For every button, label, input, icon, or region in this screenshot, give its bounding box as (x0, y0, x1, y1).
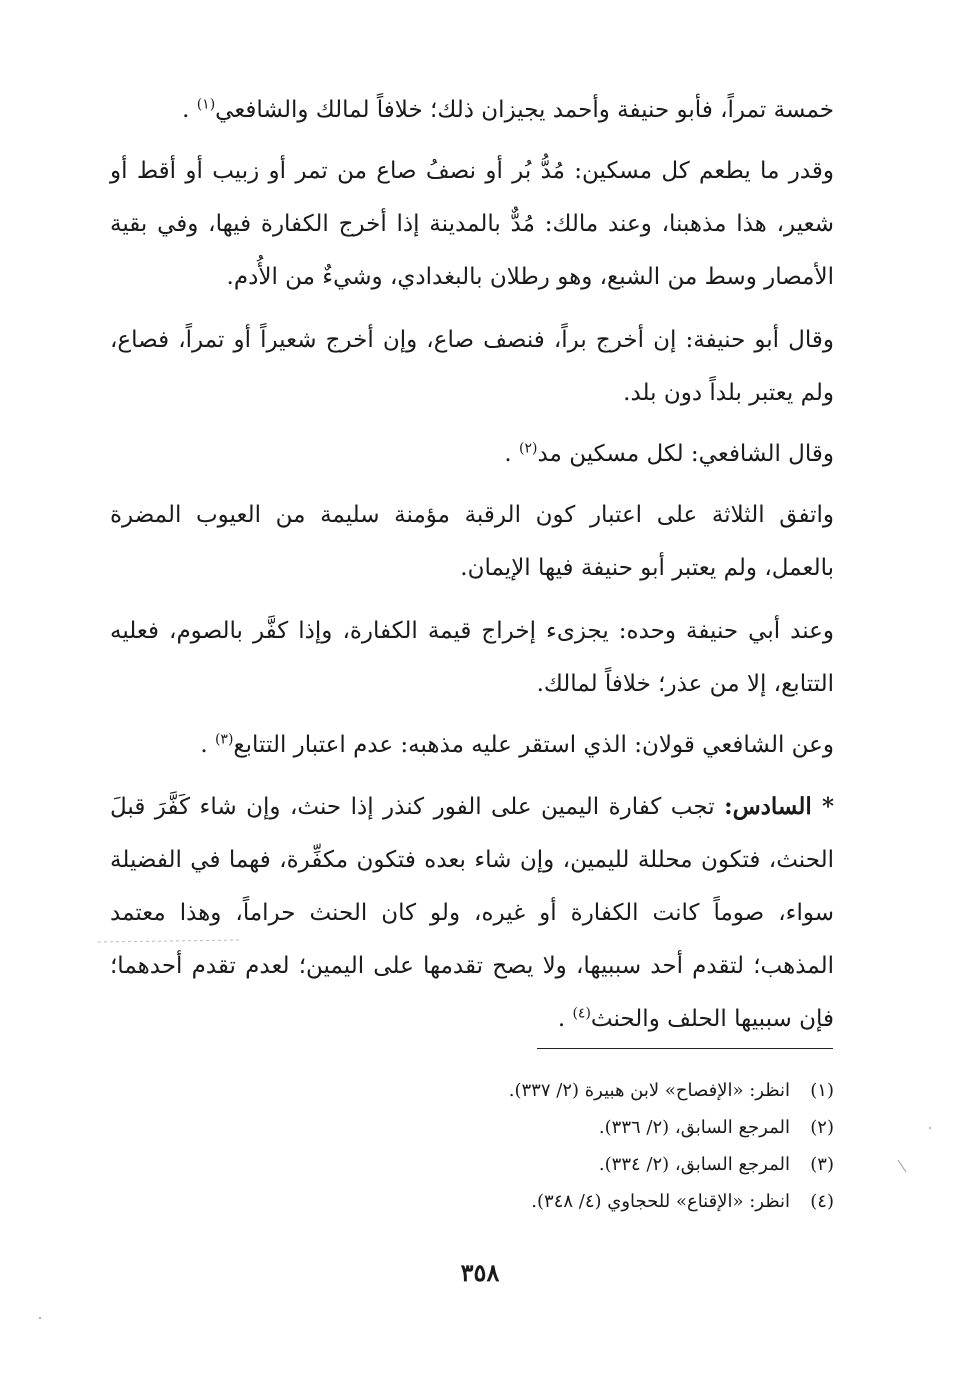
footnote-ref-2[interactable]: (٢) (519, 440, 538, 457)
footnote-item (420, 1183, 834, 1220)
paragraph-text: خمسة تمراً، فأبو حنيفة وأحمد يجيزان ذلك؛ خلافاً لمالك والشافعي (215, 97, 834, 123)
paragraph-8 (110, 780, 834, 1046)
footnote-divider (537, 1048, 833, 1049)
paragraph-6 (110, 605, 834, 711)
paragraph-text: وعن الشافعي قولان: الذي استقر عليه مذهبه: عدم اعتبار التتابع (233, 732, 834, 758)
footnotes (420, 1072, 834, 1220)
paragraph-end: . (557, 1006, 566, 1032)
footnote-ref-4[interactable]: (٤) (572, 1005, 591, 1022)
paragraph-1 (110, 84, 834, 137)
footnote-item (420, 1146, 834, 1183)
section-lead: * السادس: (724, 793, 834, 820)
paragraph-end: . (504, 441, 512, 467)
paragraph-text: وقال أبو حنيفة: إن أخرج براً، فنصف صاع، وإن أخرج شعيراً أو تمراً، فصاع، ولم يعتبر بلداً دون بلد. (110, 327, 834, 406)
paragraph-text: تجب كفارة اليمين على الفور كنذر إذا حنث، وإن شاء كَفَّرَ قبلَ الحنث، فتكون محللة لليمين، وإن شاء بعده فتكون مكفِّرة، فهما في الفضيلة سواء، صوماً كانت الكفارة أو غيره، ولو كان الحنث حراماً، وهذا معتمد المذهب؛ لتقدم أحد سببيها، ولا يصح تقدمها على اليمين؛ لعدم تقدم أحدهما؛ فإن سببيها الحلف والحنث (110, 794, 834, 1032)
footnote-item (420, 1072, 834, 1109)
footnote-item (420, 1109, 834, 1146)
footnote-number: (٢) (810, 1117, 834, 1138)
paragraph-end: . (200, 732, 208, 758)
footnote-ref-1[interactable]: (١) (196, 96, 216, 113)
paragraph-7 (110, 719, 834, 772)
footnote-number: (١) (810, 1080, 834, 1101)
footnote-ref-3[interactable]: (٣) (214, 731, 234, 748)
footnote-number: (٣) (810, 1154, 834, 1175)
footnote-number: (٤) (810, 1191, 834, 1212)
paragraph-3 (110, 314, 834, 420)
main-text (110, 84, 834, 1056)
footnote-text: انظر: «الإقناع» للحجاوي (٤/ ٣٤٨). (531, 1191, 790, 1212)
paragraph-2 (110, 145, 834, 304)
paragraph-5 (110, 489, 834, 595)
footnote-text: المرجع السابق، (٢/ ٣٣٦). (598, 1117, 790, 1138)
paragraph-text: وقدر ما يطعم كل مسكين: مُدُّ بُر أو نصفُ صاع من تمر أو زبيب أو أقط أو شعير، هذا مذهبنا، وعند مالك: مُدٌّ بالمدينة إذا أخرج الكفارة فيها، وفي بقية الأمصار وسط من الشبع، وهو رطلان بالبغدادي، وشيءٌ من الأُدم. (110, 158, 834, 290)
paragraph-end: . (182, 97, 190, 123)
paragraph-text: وقال الشافعي: لكل مسكين مد (537, 441, 834, 467)
paragraph-text: واتفق الثلاثة على اعتبار كون الرقبة مؤمنة سليمة من العيوب المضرة بالعمل، ولم يعتبر أبو حنيفة فيها الإيمان. (110, 502, 834, 581)
footnote-text: انظر: «الإفصاح» لابن هبيرة (٢/ ٣٣٧). (508, 1080, 790, 1101)
paragraph-text: وعند أبي حنيفة وحده: يجزىء إخراج قيمة الكفارة، وإذا كفَّر بالصوم، فعليه التتابع، إلا من عذر؛ خلافاً لمالك. (110, 618, 834, 697)
paragraph-4 (110, 428, 834, 481)
page-number: ٣٥٨ (460, 1258, 500, 1287)
footnote-text: المرجع السابق، (٢/ ٣٣٤). (598, 1154, 790, 1175)
